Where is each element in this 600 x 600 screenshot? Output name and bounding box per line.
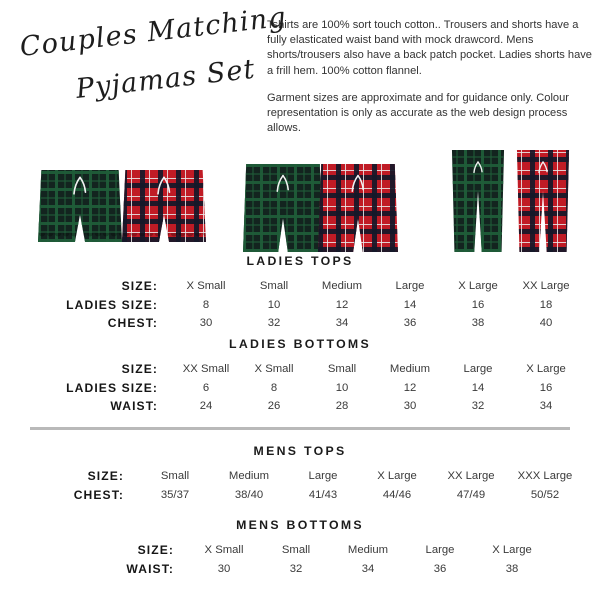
row-label: LADIES SIZE: (66, 380, 158, 395)
cell: Medium (347, 544, 389, 556)
ladies-shorts-red-body (122, 170, 206, 242)
cell: 8 (270, 381, 278, 394)
cell: Large (463, 363, 493, 375)
garment-mens-shorts-red (318, 164, 398, 252)
table-mens-bottoms (62, 541, 548, 578)
cell: 38 (505, 562, 519, 575)
cell: 30 (217, 562, 231, 575)
cell: X Large (377, 470, 417, 482)
cell: 14 (471, 381, 485, 394)
cell: 41/43 (308, 488, 338, 501)
cell: 14 (403, 298, 417, 311)
row-label: WAIST: (126, 561, 174, 576)
section-title-mens-bottoms: MENS BOTTOMS (236, 518, 364, 532)
cell: X Small (186, 280, 226, 292)
cell: XX Small (182, 363, 230, 375)
cell: 18 (539, 298, 553, 311)
cell: 40 (539, 317, 553, 329)
cell: 12 (403, 381, 417, 394)
cell: Small (259, 280, 289, 292)
frill-hem (122, 233, 206, 242)
cell: 32 (289, 562, 303, 575)
cell: X Small (204, 544, 244, 556)
section-divider (30, 427, 570, 430)
cell: 47/49 (456, 488, 486, 501)
cell: X Large (526, 363, 566, 375)
cell: 36 (403, 317, 417, 329)
cell: XXX Large (517, 470, 573, 482)
cell: 8 (202, 298, 210, 311)
cell: 35/37 (160, 488, 190, 501)
garment-mens-trousers-red (512, 150, 574, 252)
garment-ladies-shorts-green (38, 170, 122, 242)
description-paragraph-fabric: Tshirts are 100% sort touch cotton.. Trousers and shorts have a fully elasticated waist band with mock drawcord. Mens shorts/trousers also have a back patch pocket. Ladies shorts have a frill hem. 100% cotton flannel. (267, 19, 592, 77)
section-ladies-bottoms (0, 337, 600, 416)
cell: Small (160, 470, 190, 482)
row-label: SIZE: (87, 469, 124, 483)
cell: 12 (335, 298, 349, 311)
cell: Large (395, 280, 425, 292)
cell: 34 (539, 400, 553, 412)
description-paragraph-disclaimer: Garment sizes are approximate and for guidance only. Colour representation is only as accurate as the web design process allows. (267, 91, 569, 135)
cell: 24 (199, 400, 213, 412)
cell: 32 (267, 317, 281, 329)
table-row (42, 397, 580, 416)
page-title-line-1: Couples Matching (18, 1, 289, 63)
section-mens-tops (0, 444, 600, 504)
table-row (42, 379, 580, 398)
cell: Medium (389, 363, 431, 375)
mens-shorts-green-body (243, 164, 323, 252)
cell: 16 (471, 298, 485, 311)
cell: 30 (403, 400, 417, 412)
cell: 38 (471, 317, 485, 329)
table-row (42, 360, 580, 379)
cell: Large (425, 544, 455, 556)
section-mens-bottoms (0, 518, 600, 578)
row-label: SIZE: (137, 543, 174, 557)
table-row (42, 296, 580, 315)
cell: 28 (335, 400, 349, 412)
cell: 50/52 (530, 488, 560, 501)
section-title-ladies-tops: LADIES TOPS (246, 254, 354, 268)
cell: 30 (199, 317, 213, 329)
ladies-shorts-green-body (38, 170, 122, 242)
cell: Large (308, 470, 338, 482)
section-title-ladies-bottoms: LADIES BOTTOMS (229, 337, 371, 351)
cell: 10 (335, 381, 349, 394)
row-label: SIZE: (121, 362, 158, 376)
table-ladies-tops (42, 277, 580, 333)
garment-mens-shorts-green (243, 164, 323, 252)
mens-trousers-red-body (512, 150, 574, 252)
row-label: CHEST: (73, 487, 124, 502)
cell: Medium (228, 470, 270, 482)
table-row (42, 314, 580, 333)
cell: 6 (202, 381, 210, 394)
frill-hem (38, 233, 122, 242)
garment-mens-trousers-green (447, 150, 509, 252)
product-description (267, 18, 592, 136)
cell: 26 (267, 400, 281, 412)
table-mens-tops (26, 467, 582, 504)
cell: X Large (458, 280, 498, 292)
cell: 36 (433, 562, 447, 575)
table-row (26, 467, 582, 486)
cell: 38/40 (234, 488, 264, 501)
row-label: WAIST: (110, 399, 158, 413)
cell: Medium (321, 280, 363, 292)
mens-shorts-red-body (318, 164, 398, 252)
cell: X Small (254, 363, 294, 375)
page-title (14, 1, 289, 127)
row-label: LADIES SIZE: (66, 297, 158, 312)
table-ladies-bottoms (42, 360, 580, 416)
cell: Small (327, 363, 357, 375)
cell: 32 (471, 400, 485, 412)
cell: X Large (492, 544, 532, 556)
cell: 16 (539, 381, 553, 394)
section-ladies-tops (0, 254, 600, 333)
mens-trousers-green-body (447, 150, 509, 252)
page-title-line-2: Pyjamas Set (74, 53, 258, 105)
table-row (42, 277, 580, 296)
cell: XX Large (447, 470, 495, 482)
cell: 44/46 (382, 488, 412, 501)
garment-image-row (0, 146, 600, 251)
table-row (62, 541, 548, 560)
cell: XX Large (522, 280, 570, 292)
section-title-mens-tops: MENS TOPS (253, 444, 347, 458)
cell: 10 (267, 298, 281, 311)
cell: 34 (335, 317, 349, 329)
cell: Small (281, 544, 311, 556)
table-row (26, 486, 582, 505)
garment-ladies-shorts-red (122, 170, 206, 242)
row-label: CHEST: (107, 316, 158, 330)
table-row (62, 560, 548, 579)
cell: 34 (361, 562, 375, 575)
row-label: SIZE: (121, 279, 158, 293)
